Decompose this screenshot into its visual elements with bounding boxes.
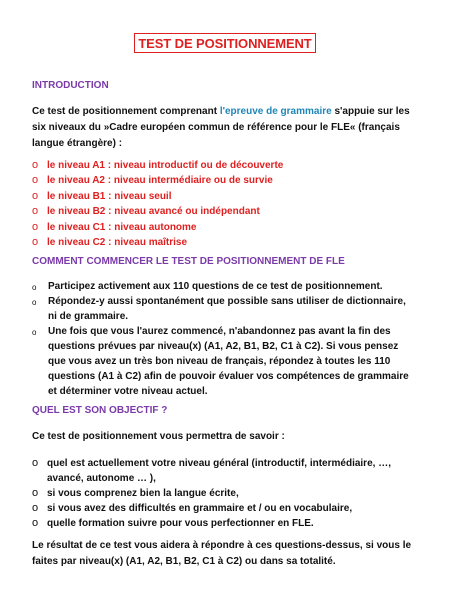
bullet-icon: o: [32, 236, 39, 249]
list-item: o le niveau B1 : niveau seuil: [32, 189, 432, 204]
list-item: o quelle formation suivre pour vous perfectionner en FLE.: [32, 517, 314, 529]
bullet-icon: o: [32, 220, 39, 233]
list-item: o Répondez-y aussi spontanément que possible sans utiliser de dictionnaire, ni de grammaire.: [32, 296, 406, 322]
list-item: o si vous comprenez bien la langue écrite,: [32, 487, 239, 499]
introduction-paragraph: Ce test de positionnement comprenant l'epreuve de grammaire s'appuie sur les six niveaux du »Cadre européen commun de référence pour le FLE« (français langue étrangère) :: [32, 106, 410, 149]
bullet-icon: o: [32, 487, 39, 499]
list-item: o le niveau A1 : niveau introductif ou de découverte: [32, 158, 432, 173]
bullet-icon: o: [32, 298, 37, 307]
bullet-icon: o: [32, 457, 39, 469]
start-heading: COMMENT COMMENCER LE TEST DE POSITIONNEMENT DE FLE: [32, 256, 345, 267]
levels-list: [32, 158, 432, 250]
objective-heading: QUEL EST SON OBJECTIF ?: [32, 405, 168, 416]
list-item: o si vous avez des difficultés en grammaire et / ou en vocabulaire,: [32, 502, 353, 514]
list-item: o le niveau C1 : niveau autonome: [32, 220, 432, 235]
bullet-icon: o: [32, 189, 39, 202]
bullet-icon: o: [32, 517, 39, 529]
bullet-icon: o: [32, 502, 39, 514]
list-item: o le niveau B2 : niveau avancé ou indépendant: [32, 204, 432, 219]
introduction-heading: INTRODUCTION: [32, 80, 109, 91]
bullet-icon: o: [32, 328, 37, 337]
list-item: o le niveau A2 : niveau intermédiaire ou de survie: [32, 173, 432, 188]
conclusion-paragraph: Le résultat de ce test vous aidera à répondre à ces questions-dessus, si vous le faites par niveau(x) (A1, A2, B1, B2, C1 à C2) ou dans sa totalité.: [32, 540, 412, 567]
page-title: TEST DE POSITIONNEMENT: [134, 33, 315, 53]
objective-intro: Ce test de positionnement vous permettra de savoir :: [32, 431, 285, 442]
bullet-icon: o: [32, 174, 39, 187]
list-item: o le niveau C2 : niveau maîtrise: [32, 235, 432, 250]
bullet-icon: o: [32, 283, 37, 292]
bullet-icon: o: [32, 159, 39, 171]
start-list: [32, 279, 412, 399]
list-item: o Une fois que vous l'aurez commencé, n'abandonnez pas avant la fin des questions prévues par niveau(x) (A1, A2, B1, B2, C1 à C2). Si vous pensez que vous avez un très bon niveau de français, répondez à toutes les 110 questions (A1 à C2) afin de pouvoir évaluer vos compétences de grammaire et déterminer votre niveau actuel.: [32, 326, 409, 397]
list-item: o Participez activement aux 110 questions de ce test de positionnement.: [32, 279, 412, 294]
bullet-icon: o: [32, 205, 39, 218]
objective-list: [32, 456, 417, 531]
list-item: o quel est actuellement votre niveau général (introductif, intermédiaire, …, avancé, autonome … ),: [32, 457, 391, 484]
highlight-text: l'epreuve de grammaire: [219, 106, 332, 117]
